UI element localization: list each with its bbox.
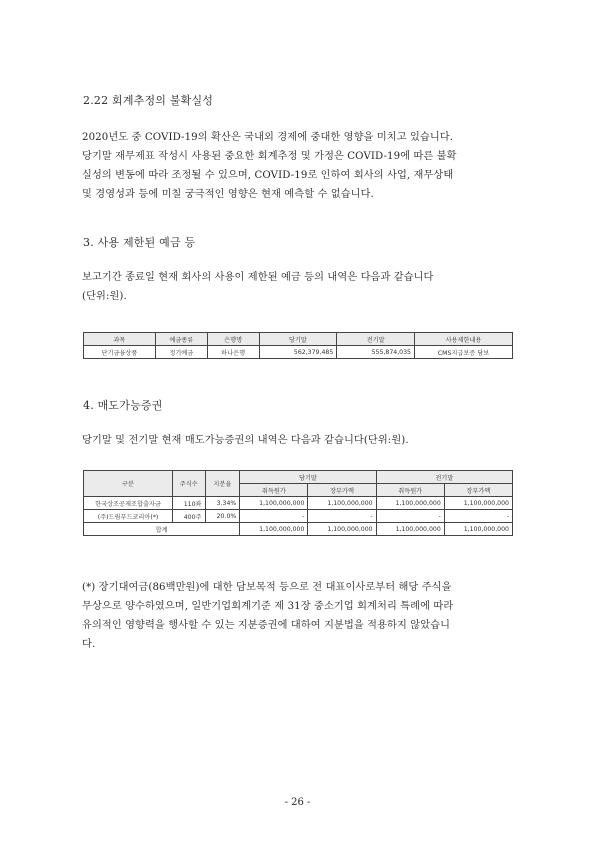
table-cell: 555,874,035: [337, 346, 415, 359]
column-header: 주식수: [173, 471, 206, 497]
table-cell: 3.34%: [205, 497, 240, 510]
paragraph-line: 2020년도 중 COVID-19의 확산은 국내외 경제에 중대한 영향을 미치고 있습니다.: [82, 132, 454, 143]
table-cell: 정기예금: [155, 346, 207, 359]
column-header: 전기말: [376, 471, 512, 484]
table-cell: -: [376, 510, 444, 523]
table-row: [84, 346, 513, 359]
table-cell: 1,100,000,000: [444, 497, 512, 510]
restricted-deposits-table: [83, 332, 513, 359]
footnote-paragraph: [82, 578, 522, 654]
total-label: 합계: [84, 523, 240, 536]
table-cell: 한국상조공제조합출자금: [84, 497, 173, 510]
column-header: 장부가액: [308, 484, 376, 497]
paragraph-line: 무상으로 양수하였으며, 일반기업회계기준 제 31장 중소기업 회계처리 특례에 따라: [82, 601, 454, 612]
column-header: 예금종류: [155, 333, 207, 346]
restricted-deposits-paragraph: [82, 268, 522, 306]
table-cell: 110좌: [173, 497, 206, 510]
column-header: 사용제한내용: [415, 333, 513, 346]
table-cell: 562,379,485: [259, 346, 337, 359]
paragraph-line: 다.: [82, 639, 96, 650]
table-row: [84, 510, 513, 523]
paragraph-line: 및 경영성과 등에 미칠 궁극적인 영향은 현재 예측할 수 없습니다.: [82, 189, 374, 200]
table-total-row: [84, 523, 513, 536]
paragraph-line: 보고기간 종료일 현재 회사의 사용이 제한된 예금 등의 내역은 다음과 같습니다: [82, 272, 434, 283]
table-cell: -: [308, 510, 376, 523]
column-header: 당기말: [240, 471, 376, 484]
table-cell: 1,100,000,000: [376, 497, 444, 510]
column-header: 은행명: [207, 333, 259, 346]
securities-paragraph: [82, 431, 522, 450]
table-cell: CMS지급보증 담보: [415, 346, 513, 359]
table-cell: 1,100,000,000: [308, 523, 376, 536]
table-cell: 1,100,000,000: [376, 523, 444, 536]
column-header: 구분: [84, 471, 173, 497]
page-number: - 26 -: [284, 797, 311, 808]
table-cell: -: [240, 510, 308, 523]
table-cell: -: [444, 510, 512, 523]
table-header-row: [84, 333, 513, 346]
column-header: 취득원가: [376, 484, 444, 497]
table-cell: (주)드림푸드코리아(*): [84, 510, 173, 523]
uncertainty-paragraph: [82, 128, 522, 204]
table-cell: 1,100,000,000: [240, 497, 308, 510]
column-header: 당기말: [259, 333, 337, 346]
paragraph-line: (*) 장기대여금(86백만원)에 대한 담보목적 등으로 전 대표이사로부터 해당 주식을: [82, 582, 452, 593]
column-header: 전기말: [337, 333, 415, 346]
table-cell: 1,100,000,000: [240, 523, 308, 536]
paragraph-line: 당기말 및 전기말 현재 매도가능증권의 내역은 다음과 같습니다(단위:원).: [82, 435, 409, 446]
section-heading-2-22: 2.22 회계추정의 불확실성: [83, 94, 214, 107]
column-header: 취득원가: [240, 484, 308, 497]
paragraph-line: 당기말 재무제표 작성시 사용된 중요한 회계추정 및 가정은 COVID-19에 따른 불확: [82, 151, 457, 162]
column-header: 장부가액: [444, 484, 512, 497]
table-cell: 400주: [173, 510, 206, 523]
table-row: [84, 497, 513, 510]
section-heading-3: 3. 사용 제한된 예금 등: [83, 236, 196, 249]
table-header-row: [84, 471, 513, 484]
table-cell: 1,100,000,000: [308, 497, 376, 510]
table-cell: 1,100,000,000: [444, 523, 512, 536]
section-heading-4: 4. 매도가능증권: [83, 399, 163, 412]
paragraph-line: (단위:원).: [82, 291, 127, 302]
securities-table: [83, 470, 513, 536]
column-header: 과목: [84, 333, 156, 346]
paragraph-line: 실성의 변동에 따라 조정될 수 있으며, COVID-19로 인하여 회사의 사업, 재무상태: [82, 170, 454, 181]
column-header: 지분율: [205, 471, 240, 497]
table-cell: 하나은행: [207, 346, 259, 359]
table-cell: 단기금융상품: [84, 346, 156, 359]
table-cell: 20.0%: [205, 510, 240, 523]
paragraph-line: 유의적인 영향력을 행사할 수 있는 지분증권에 대하여 지분법을 적용하지 않았습니: [82, 620, 451, 631]
